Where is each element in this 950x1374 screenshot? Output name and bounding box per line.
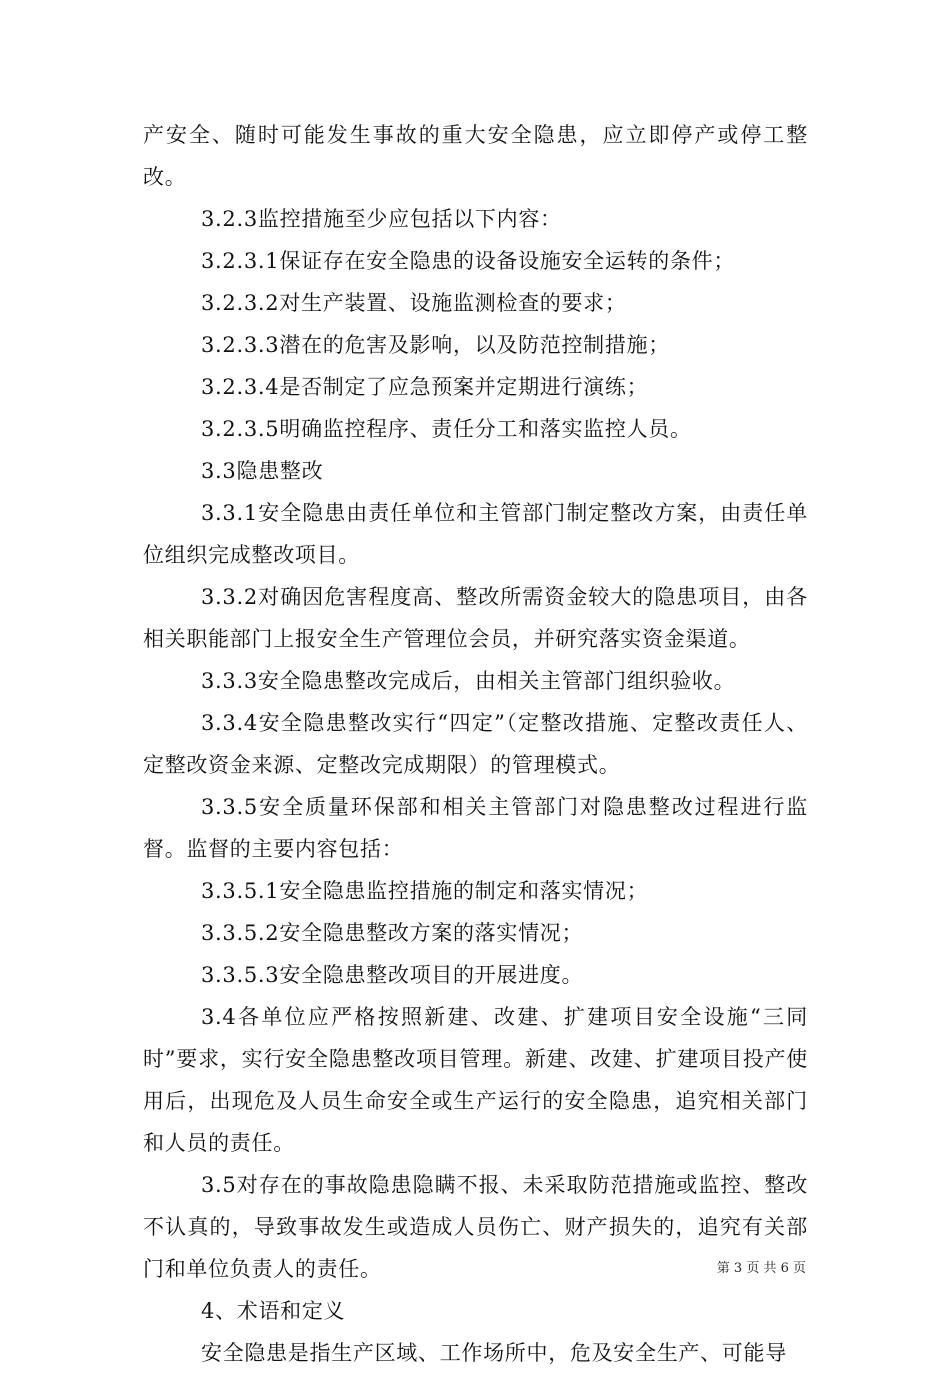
paragraph-4: 3.2.3.2对生产装置、设施监测检查的要求；: [201, 291, 627, 315]
paragraph-7: 3.2.3.5明确监控程序、责任分工和落实监控人员。: [201, 417, 692, 441]
paragraph-9: 3.3.1安全隐患由责任单位和主管部门制定整改方案，由责任单位组织完成整改项目。: [143, 501, 808, 567]
paragraph-20: 安全隐患是指生产区域、工作场所中，危及安全生产、可能导: [201, 1341, 787, 1365]
paragraph-16: 3.3.5.3安全隐患整改项目的开展进度。: [201, 963, 584, 987]
paragraph-10: 3.3.2对确因危害程度高、整改所需资金较大的隐患项目，由各相关职能部门上报安全生产管理位会员，并研究落实资金渠道。: [143, 585, 808, 651]
paragraph-5: 3.2.3.3潜在的危害及影响，以及防范控制措施；: [201, 333, 670, 357]
paragraph-3: 3.2.3.1保证存在安全隐患的设备设施安全运转的条件；: [201, 249, 736, 273]
paragraph-2: 3.2.3监控措施至少应包括以下内容：: [201, 207, 562, 231]
paragraph-12: 3.3.4安全隐患整改实行“四定”（定整改措施、定整改责任人、定整改资金来源、定整改完成期限）的管理模式。: [143, 711, 808, 777]
paragraph-13: 3.3.5安全质量环保部和相关主管部门对隐患整改过程进行监督。监督的主要内容包括：: [143, 795, 808, 861]
paragraph-18: 3.5对存在的事故隐患隐瞒不报、未采取防范措施或监控、整改不认真的，导致事故发生或造成人员伤亡、财产损失的，追究有关部门和单位负责人的责任。: [143, 1173, 808, 1281]
paragraph-1: 产安全、随时可能发生事故的重大安全隐患，应立即停产或停工整改。: [143, 123, 808, 189]
section-heading-4: 4、术语和定义: [201, 1299, 346, 1323]
paragraph-11: 3.3.3安全隐患整改完成后，由相关主管部门组织验收。: [201, 669, 736, 693]
paragraph-17: 3.4各单位应严格按照新建、改建、扩建项目安全设施“三同时”要求，实行安全隐患整改项目管理。新建、改建、扩建项目投产使用后，出现危及人员生命安全或生产运行的安全隐患，追究相关部门和人员的责任。: [143, 1005, 808, 1155]
page-number-footer: 第 3 页 共 6 页: [716, 1261, 806, 1276]
document-body: [143, 114, 808, 1374]
section-heading-3-3: 3.3隐患整改: [201, 459, 324, 483]
paragraph-14: 3.3.5.1安全隐患监控措施的制定和落实情况；: [201, 879, 649, 903]
paragraph-6: 3.2.3.4是否制定了应急预案并定期进行演练；: [201, 375, 649, 399]
paragraph-15: 3.3.5.2安全隐患整改方案的落实情况；: [201, 921, 584, 945]
